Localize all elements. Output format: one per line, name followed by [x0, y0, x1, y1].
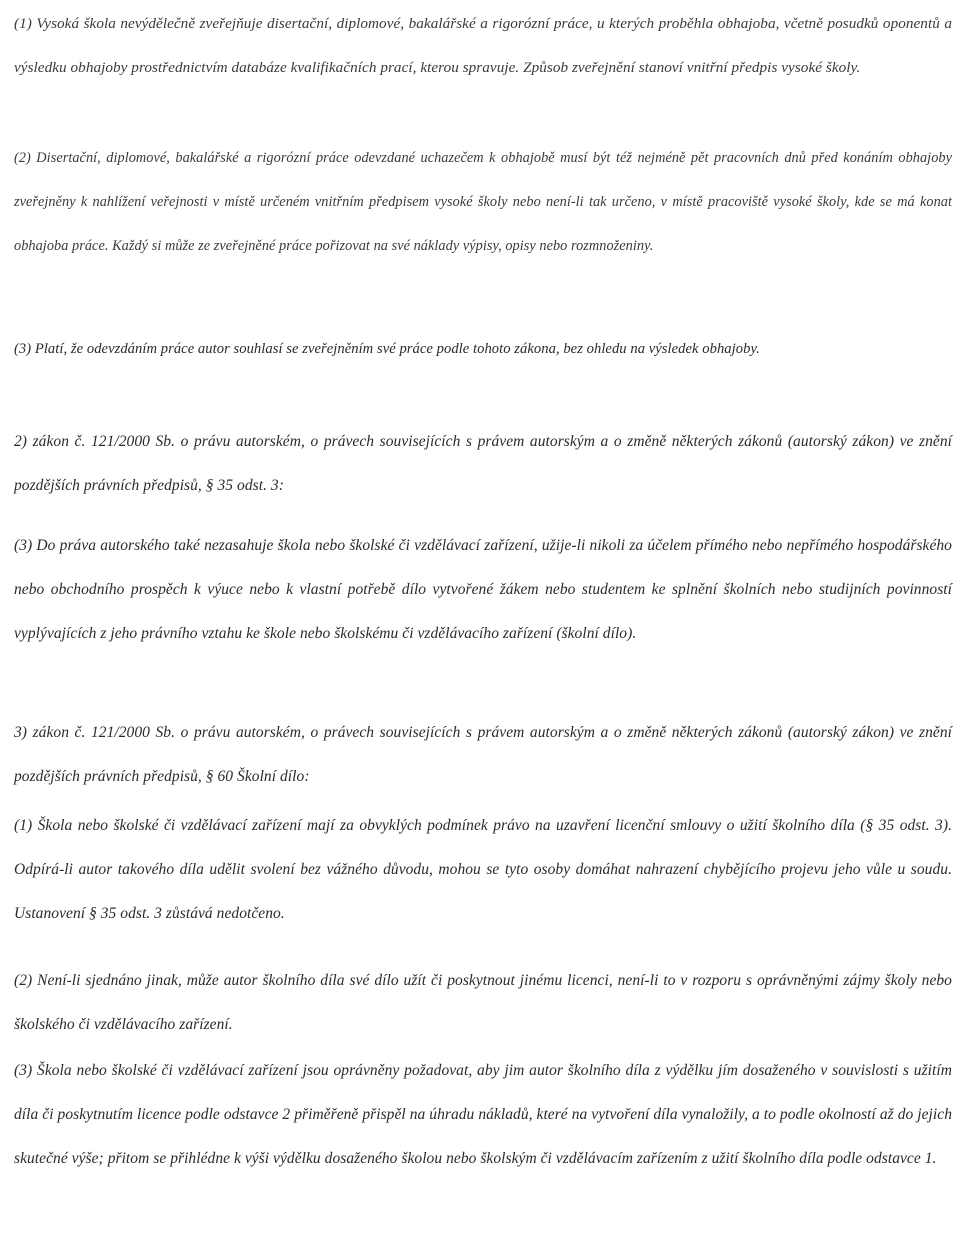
paragraph-3-author-consent: (3) Platí, že odevzdáním práce autor souhlasí se zveřejněním své práce podle tohoto zákona, bez ohledu na výsledek obhajoby.: [14, 341, 760, 357]
paragraph-1-publication: (1) Vysoká škola nevýdělečně zveřejňuje disertační, diplomové, bakalářské a rigorózní práce, u kterých proběhla obhajoba, včetně posudků oponentů a výsledku obhajoby prostřednictvím databáze kvalifikačních prací, kterou spravuje. Způsob zveřejnění stanoví vnitřní předpis vysoké školy.: [14, 15, 952, 76]
section-60-paragraph-1: (1) Škola nebo školské či vzdělávací zařízení mají za obvyklých podmínek právo na uzavření licenční smlouvy o užití školního díla (§ 35 odst. 3). Odpírá-li autor takového díla udělit svolení bez vážného důvodu, mohou se tyto osoby domáhat nahrazení chybějícího projevu jeho vůle u soudu. Ustanovení § 35 odst. 3 zůstává nedotčeno.: [14, 817, 952, 922]
section-60-paragraph-3: (3) Škola nebo školské či vzdělávací zařízení jsou oprávněny požadovat, aby jim autor školního díla z výdělku jím dosaženého v souvislosti s užitím díla či poskytnutím licence podle odstavce 2 přiměřeně přispěl na úhradu nákladů, které na vytvoření díla vynaložily, a to podle okolností až do jejich skutečné výše; přitom se přihlédne k výši výdělku dosaženého školou nebo školským či vzdělávacím zařízením z užití školního díla podle odstavce 1.: [14, 1062, 952, 1167]
section-35-paragraph-3: (3) Do práva autorského také nezasahuje škola nebo školské či vzdělávací zařízení, užije-li nikoli za účelem přímého nebo nepřímého hospodářského nebo obchodního prospěch k výuce nebo k vlastní potřebě dílo vytvořené žákem nebo studentem ke splnění školních nebo studijních povinností vyplývajících z jeho právního vztahu ke škole nebo školskému či vzdělávacího zařízení (školní dílo).: [14, 537, 952, 642]
footnote-2-heading: 2) zákon č. 121/2000 Sb. o právu autorském, o právech souvisejících s právem autorským a o změně některých zákonů (autorský zákon) ve znění pozdějších právních předpisů, § 35 odst. 3:: [14, 433, 952, 494]
section-60-paragraph-2: (2) Není-li sjednáno jinak, může autor školního díla své dílo užít či poskytnout jinému licenci, není-li to v rozporu s oprávněnými zájmy školy nebo školského či vzdělávacího zařízení.: [14, 972, 952, 1033]
footnote-3-heading: 3) zákon č. 121/2000 Sb. o právu autorském, o právech souvisejících s právem autorským a o změně některých zákonů (autorský zákon) ve znění pozdějších právních předpisů, § 60 Školní dílo:: [14, 724, 952, 785]
paragraph-2-public-viewing: (2) Disertační, diplomové, bakalářské a rigorózní práce odevzdané uchazečem k obhajobě musí být též nejméně pět pracovních dnů před konáním obhajoby zveřejněny k nahlížení veřejnosti v místě určeném vnitřním předpisem vysoké školy nebo není-li tak určeno, v místě pracoviště vysoké školy, kde se má konat obhajoba práce. Každý si může ze zveřejněné práce pořizovat na své náklady výpisy, opisy nebo rozmnoženiny.: [14, 150, 952, 254]
